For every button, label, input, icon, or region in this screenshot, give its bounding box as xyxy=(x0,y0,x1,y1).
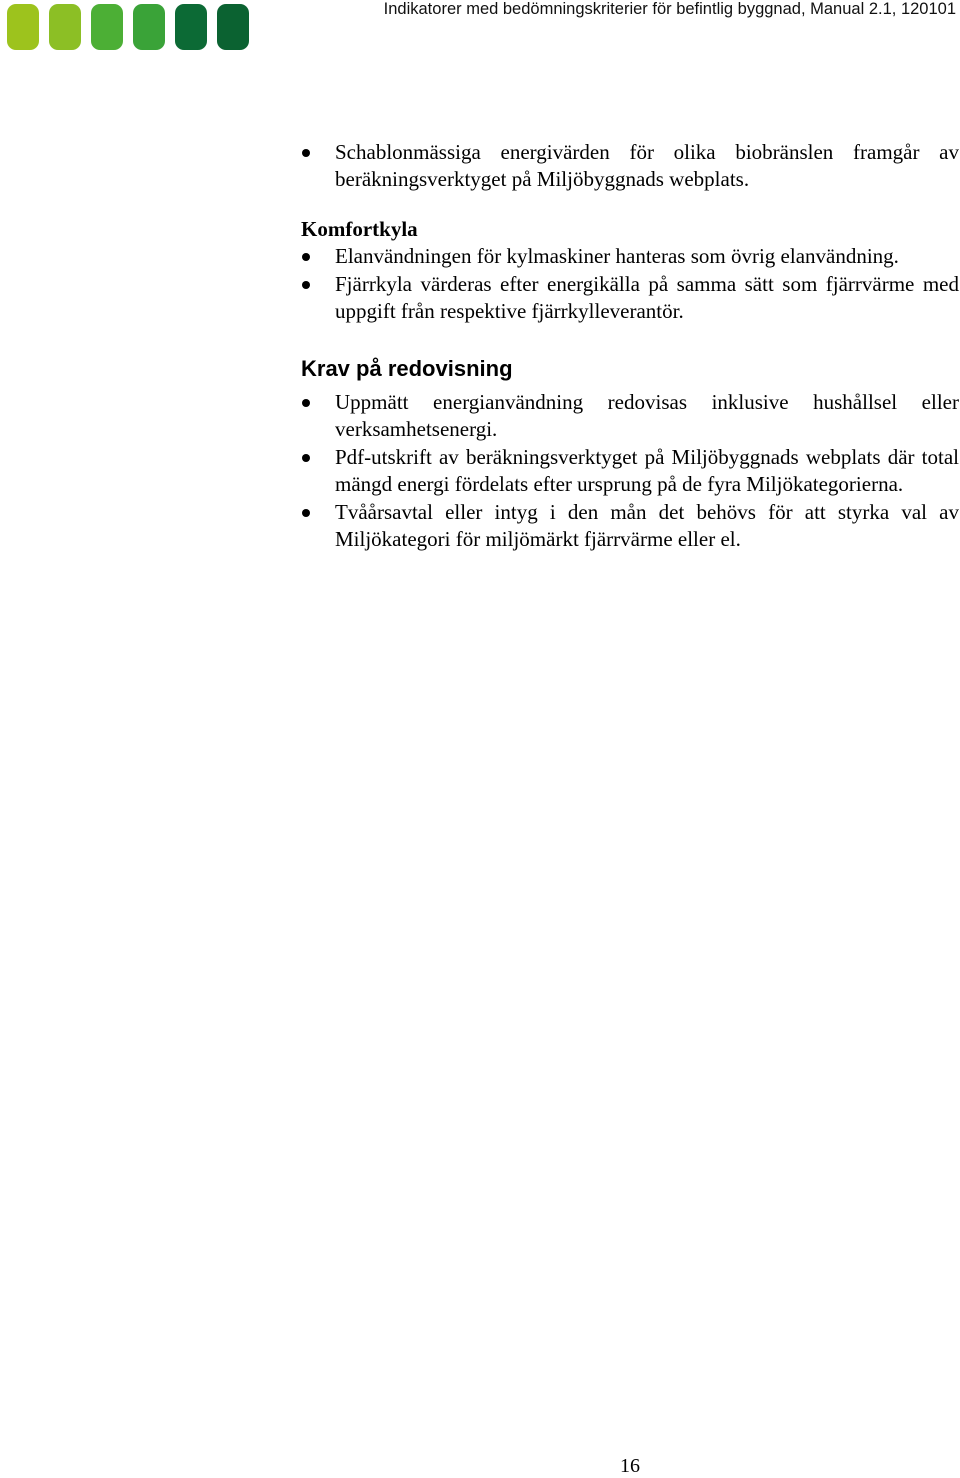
logo-block xyxy=(7,4,39,50)
krav-list xyxy=(301,389,959,553)
logo-block xyxy=(133,4,165,50)
logo-block xyxy=(217,4,249,50)
list-item: Uppmätt energianvändning redovisas inklusive hushållsel eller verksamhetsenergi. xyxy=(301,389,959,443)
komfortkyla-heading: Komfortkyla xyxy=(301,217,418,241)
list-item: Schablonmässiga energivärden för olika biobränslen framgår av beräkningsverktyget på Miljöbyggnads webplats. xyxy=(301,139,959,193)
logo-block xyxy=(175,4,207,50)
intro-list xyxy=(301,139,959,193)
list-item: Tvåårsavtal eller intyg i den mån det behövs för att styrka val av Miljökategori för miljömärkt fjärrvärme eller el. xyxy=(301,499,959,553)
header-logo xyxy=(7,4,249,50)
logo-block xyxy=(49,4,81,50)
section-heading: Krav på redovisning xyxy=(301,356,513,381)
page-number: 16 xyxy=(620,1455,640,1477)
list-item: Elanvändningen för kylmaskiner hanteras som övrig elanvändning. xyxy=(301,243,959,270)
list-item: Pdf-utskrift av beräkningsverktyget på Miljöbyggnads webplats där total mängd energi fördelats efter ursprung på de fyra Miljökategorierna. xyxy=(301,444,959,498)
logo-block xyxy=(91,4,123,50)
list-item: Fjärrkyla värderas efter energikälla på samma sätt som fjärrvärme med uppgift från respektive fjärrkylleverantör. xyxy=(301,271,959,325)
komfortkyla-list xyxy=(301,243,959,325)
page-content xyxy=(301,139,959,553)
header-title: Indikatorer med bedömningskriterier för befintlig byggnad, Manual 2.1, 120101 xyxy=(383,0,956,18)
